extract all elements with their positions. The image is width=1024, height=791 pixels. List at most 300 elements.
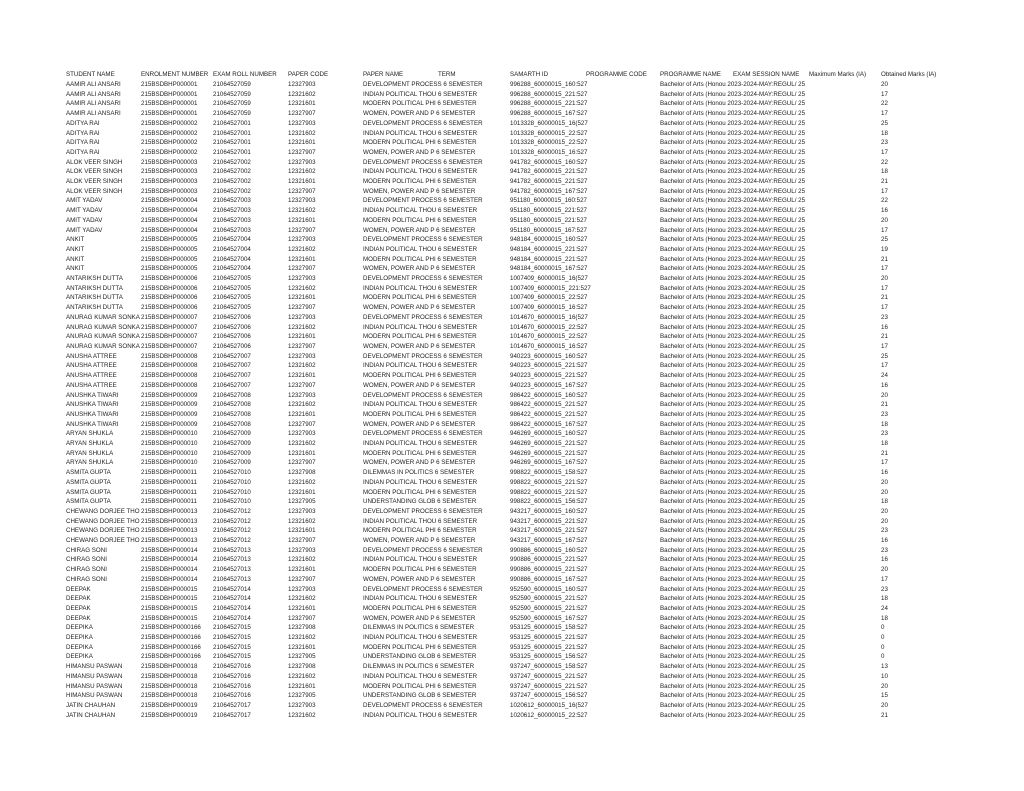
cell-exam-roll-number: 21064527016 (213, 692, 251, 700)
header-paper-code: PAPER CODE (288, 71, 329, 78)
table-row (66, 206, 966, 216)
cell-programme-name: Bachelor of Arts (Honou 2023-2024-MAY:REGUL/ 25 (660, 595, 806, 603)
cell-max-marks (809, 468, 881, 478)
cell-exam-roll-number: 21064527006 (213, 313, 251, 321)
cell-samarth-id: 1013328_60000015_22:527 (510, 129, 588, 137)
cell-obtained-marks: 16 (881, 469, 888, 477)
cell-samarth-id: 940223_60000015_221:527 (510, 372, 588, 380)
cell-samarth-id: 986422_60000015_160:527 (510, 391, 588, 399)
table-row (66, 80, 966, 90)
cell-obtained-marks: 18 (881, 168, 888, 176)
cell-samarth-id: 996288_60000015_167:527 (510, 110, 588, 118)
cell-max-marks (809, 691, 881, 701)
table-row (66, 497, 966, 507)
cell-programme-code (586, 264, 660, 274)
cell-samarth-id: 948184_60000015_221:527 (510, 255, 588, 263)
cell-obtained-marks: 20 (881, 216, 888, 224)
cell-max-marks (809, 429, 881, 439)
cell-paper-code: 12321602 (288, 207, 316, 215)
cell-exam-roll-number: 21064527059 (213, 100, 251, 108)
cell-exam-roll-number: 21064527004 (213, 265, 251, 273)
cell-programme-name: Bachelor of Arts (Honou 2023-2024-MAY:REGUL/ 25 (660, 643, 806, 651)
cell-paper-code: 12321601 (288, 488, 316, 496)
cell-obtained-marks: 20 (881, 507, 888, 515)
cell-paper-name: DEVELOPMENT PROCESS 6 SEMESTER (363, 275, 483, 283)
cell-paper-code: 12327903 (288, 119, 316, 127)
cell-paper-code: 12327903 (288, 507, 316, 515)
cell-exam-roll-number: 21064527007 (213, 362, 251, 370)
cell-programme-name: Bachelor of Arts (Honou 2023-2024-MAY:REGUL/ 25 (660, 216, 806, 224)
cell-max-marks (809, 255, 881, 265)
cell-max-marks (809, 167, 881, 177)
cell-programme-name: Bachelor of Arts (Honou 2023-2024-MAY:REGUL/ 25 (660, 226, 806, 234)
cell-paper-code: 12327903 (288, 197, 316, 205)
cell-exam-roll-number: 21064527014 (213, 595, 251, 603)
header-programme-code: PROGRAMME CODE (586, 71, 647, 78)
cell-programme-code (586, 711, 660, 721)
cell-paper-code: 12321601 (288, 216, 316, 224)
cell-samarth-id: 1007409_60000015_221:527 (510, 284, 591, 292)
cell-programme-name: Bachelor of Arts (Honou 2023-2024-MAY:REGUL/ 25 (660, 517, 806, 525)
table-row (66, 536, 966, 546)
cell-enrolment-number: 215BSDBHP000011 (141, 478, 197, 486)
cell-programme-name: Bachelor of Arts (Honou 2023-2024-MAY:REGUL/ 25 (660, 265, 806, 273)
cell-enrolment-number: 215BSDBHP000010 (141, 430, 198, 438)
cell-programme-name: Bachelor of Arts (Honou 2023-2024-MAY:REGUL/ 25 (660, 178, 806, 186)
cell-max-marks (809, 226, 881, 236)
cell-programme-code (586, 323, 660, 333)
cell-student-name: AAMIR ALI ANSARI (66, 100, 121, 108)
cell-samarth-id: 1007409_60000015_16:527 (510, 304, 588, 312)
cell-paper-code: 12327903 (288, 275, 316, 283)
cell-paper-name: WOMEN, POWER AND P 6 SEMESTER (363, 614, 476, 622)
cell-samarth-id: 1013328_60000015_22:527 (510, 139, 588, 147)
table-row (66, 429, 966, 439)
cell-student-name: ANUSHA ATTREE (66, 362, 117, 370)
cell-exam-roll-number: 21064527007 (213, 372, 251, 380)
cell-enrolment-number: 215BSDBHP000002 (141, 129, 198, 137)
cell-student-name: ADITYA RAI (66, 119, 100, 127)
cell-student-name: DEEPIKA (66, 643, 93, 651)
cell-programme-name: Bachelor of Arts (Honou 2023-2024-MAY:REGUL/ 25 (660, 507, 806, 515)
cell-student-name: CHEWANG DORJEE THO (66, 507, 140, 515)
cell-obtained-marks: 23 (881, 139, 888, 147)
cell-obtained-marks: 21 (881, 333, 888, 341)
cell-enrolment-number: 215BSDBHP0000166 (141, 653, 201, 661)
marks-table (66, 70, 966, 720)
cell-samarth-id: 998822_60000015_158:527 (510, 469, 588, 477)
table-row (66, 614, 966, 624)
cell-paper-name: UNDERSTANDING GLOB 6 SEMESTER (363, 653, 477, 661)
cell-programme-name: Bachelor of Arts (Honou 2023-2024-MAY:REGUL/ 25 (660, 614, 806, 622)
cell-exam-roll-number: 21064527015 (213, 634, 251, 642)
cell-programme-name: Bachelor of Arts (Honou 2023-2024-MAY:REGUL/ 25 (660, 440, 806, 448)
cell-student-name: CHEWANG DORJEE THO (66, 517, 140, 525)
cell-paper-code: 12327907 (288, 381, 316, 389)
cell-exam-roll-number: 21064527059 (213, 110, 251, 118)
cell-student-name: AAMIR ALI ANSARI (66, 81, 121, 88)
cell-student-name: ADITYA RAI (66, 148, 100, 156)
cell-obtained-marks: 13 (881, 663, 888, 671)
cell-max-marks (809, 99, 881, 109)
cell-obtained-marks: 18 (881, 614, 888, 622)
cell-paper-name: MODERN POLITICAL PHI 6 SEMESTER (363, 410, 477, 418)
cell-obtained-marks: 21 (881, 449, 888, 457)
table-row (66, 711, 966, 721)
cell-programme-code (586, 526, 660, 536)
cell-programme-name: Bachelor of Arts (Honou 2023-2024-MAY:REGUL/ 25 (660, 236, 806, 244)
cell-student-name: ANKIT (66, 255, 85, 263)
cell-programme-name: Bachelor of Arts (Honou 2023-2024-MAY:REGUL/ 25 (660, 333, 806, 341)
cell-paper-name: DEVELOPMENT PROCESS 6 SEMESTER (363, 197, 483, 205)
cell-max-marks (809, 585, 881, 595)
cell-programme-code (586, 187, 660, 197)
table-row (66, 342, 966, 352)
cell-max-marks (809, 643, 881, 653)
cell-programme-name: Bachelor of Arts (Honou 2023-2024-MAY:REGUL/ 25 (660, 139, 806, 147)
cell-obtained-marks: 20 (881, 517, 888, 525)
cell-programme-code (586, 546, 660, 556)
cell-student-name: ARYAN SHUKLA (66, 440, 114, 448)
cell-paper-name: MODERN POLITICAL PHI 6 SEMESTER (363, 566, 477, 574)
cell-programme-code (586, 691, 660, 701)
cell-programme-name: Bachelor of Arts (Honou 2023-2024-MAY:REGUL/ 25 (660, 711, 806, 719)
cell-enrolment-number: 215BSDBHP000005 (141, 265, 198, 273)
cell-paper-name: INDIAN POLITICAL THOU 6 SEMESTER (363, 207, 478, 215)
cell-student-name: ANUSHA ATTREE (66, 352, 117, 360)
cell-samarth-id: 951180_60000015_221:527 (510, 207, 587, 215)
table-row (66, 701, 966, 711)
table-row (66, 526, 966, 536)
cell-max-marks (809, 80, 881, 90)
cell-samarth-id: 1013328_60000015_16:527 (510, 148, 588, 156)
cell-programme-code (586, 119, 660, 129)
cell-obtained-marks: 20 (881, 682, 888, 690)
cell-programme-code (586, 643, 660, 653)
cell-obtained-marks: 0 (881, 624, 885, 632)
cell-paper-name: INDIAN POLITICAL THOU 6 SEMESTER (363, 90, 478, 98)
cell-enrolment-number: 215BSDBHP000007 (141, 342, 198, 350)
cell-exam-roll-number: 21064527016 (213, 663, 251, 671)
cell-programme-code (586, 488, 660, 498)
cell-paper-code: 12327907 (288, 459, 316, 467)
cell-enrolment-number: 215BSDBHP000006 (141, 275, 198, 283)
table-row (66, 313, 966, 323)
table-row (66, 604, 966, 614)
table-row (66, 420, 966, 430)
cell-enrolment-number: 215BSDBHP000005 (141, 236, 198, 244)
cell-obtained-marks: 16 (881, 381, 888, 389)
table-row (66, 245, 966, 255)
cell-enrolment-number: 215BSDBHP000019 (141, 702, 198, 709)
table-row (66, 177, 966, 187)
cell-exam-roll-number: 21064527007 (213, 381, 251, 389)
cell-obtained-marks: 22 (881, 158, 888, 166)
cell-samarth-id: 986422_60000015_167:527 (510, 420, 588, 428)
cell-programme-name: Bachelor of Arts (Honou 2023-2024-MAY:REGUL/ 25 (660, 449, 806, 457)
cell-paper-name: INDIAN POLITICAL THOU 6 SEMESTER (363, 517, 478, 525)
cell-max-marks (809, 187, 881, 197)
cell-obtained-marks: 20 (881, 81, 888, 88)
cell-programme-code (586, 245, 660, 255)
cell-obtained-marks: 18 (881, 595, 888, 603)
cell-student-name: ASMITA GUPTA (66, 469, 111, 477)
cell-obtained-marks: 24 (881, 604, 888, 612)
header-obtained-marks: Obtained Marks (IA) (881, 71, 937, 78)
cell-enrolment-number: 215BSDBHP000004 (141, 216, 198, 224)
cell-programme-name: Bachelor of Arts (Honou 2023-2024-MAY:REGUL/ 25 (660, 585, 806, 593)
cell-enrolment-number: 215BSDBHP000011 (141, 469, 197, 477)
table-row (66, 148, 966, 158)
cell-enrolment-number: 215BSDBHP000009 (141, 391, 198, 399)
cell-exam-roll-number: 21064527009 (213, 430, 251, 438)
cell-exam-roll-number: 21064527016 (213, 682, 251, 690)
cell-paper-code: 12327907 (288, 575, 316, 583)
cell-paper-name: DEVELOPMENT PROCESS 6 SEMESTER (363, 158, 483, 166)
cell-obtained-marks: 17 (881, 187, 888, 195)
cell-programme-code (586, 575, 660, 585)
cell-samarth-id: 1007409_60000015_22:527 (510, 294, 588, 302)
cell-paper-name: MODERN POLITICAL PHI 6 SEMESTER (363, 372, 477, 380)
cell-exam-roll-number: 21064527012 (213, 527, 251, 535)
cell-paper-name: INDIAN POLITICAL THOU 6 SEMESTER (363, 362, 478, 370)
cell-obtained-marks: 21 (881, 178, 888, 186)
cell-paper-code: 12327908 (288, 469, 316, 477)
cell-max-marks (809, 497, 881, 507)
cell-samarth-id: 946269_60000015_221:527 (510, 449, 588, 457)
cell-paper-name: MODERN POLITICAL PHI 6 SEMESTER (363, 449, 477, 457)
table-row (66, 303, 966, 313)
cell-student-name: ANTARIKSH DUTTA (66, 294, 123, 302)
cell-enrolment-number: 215BSDBHP000014 (141, 546, 198, 554)
cell-student-name: ALOK VEER SINGH (66, 158, 123, 166)
table-row (66, 284, 966, 294)
cell-programme-code (586, 478, 660, 488)
table-row (66, 594, 966, 604)
header-paper-name: PAPER NAME (363, 71, 404, 78)
table-row (66, 293, 966, 303)
cell-programme-name: Bachelor of Arts (Honou 2023-2024-MAY:REGUL/ 25 (660, 197, 806, 205)
table-row (66, 585, 966, 595)
cell-max-marks (809, 420, 881, 430)
cell-max-marks (809, 604, 881, 614)
cell-programme-code (586, 99, 660, 109)
cell-programme-code (586, 604, 660, 614)
cell-paper-name: INDIAN POLITICAL THOU 6 SEMESTER (363, 440, 478, 448)
cell-student-name: CHIRAG SONI (66, 575, 107, 583)
cell-programme-code (586, 196, 660, 206)
cell-programme-code (586, 449, 660, 459)
cell-programme-name: Bachelor of Arts (Honou 2023-2024-MAY:REGUL/ 25 (660, 469, 806, 477)
cell-enrolment-number: 215BSDBHP000013 (141, 517, 198, 525)
cell-student-name: CHIRAG SONI (66, 556, 107, 564)
cell-paper-code: 12327907 (288, 265, 316, 273)
cell-samarth-id: 1014670_60000015_16:527 (510, 342, 588, 350)
cell-samarth-id: 1013328_60000015_16(527 (510, 119, 588, 127)
cell-max-marks (809, 701, 881, 711)
cell-programme-name: Bachelor of Arts (Honou 2023-2024-MAY:REGUL/ 25 (660, 537, 806, 545)
cell-enrolment-number: 215BSDBHP000005 (141, 255, 198, 263)
cell-student-name: ADITYA RAI (66, 129, 100, 137)
cell-exam-roll-number: 21064527005 (213, 294, 251, 302)
cell-samarth-id: 990886_60000015_221:527 (510, 566, 588, 574)
cell-exam-roll-number: 21064527002 (213, 168, 251, 176)
table-row (66, 439, 966, 449)
cell-enrolment-number: 215BSDBHP000009 (141, 420, 198, 428)
table-row (66, 235, 966, 245)
cell-samarth-id: 937247_60000015_158:527 (510, 663, 588, 671)
cell-programme-code (586, 274, 660, 284)
cell-max-marks (809, 614, 881, 624)
header-enrolment-number: ENROLMENT NUMBER (141, 71, 209, 78)
table-row (66, 662, 966, 672)
cell-programme-name: Bachelor of Arts (Honou 2023-2024-MAY:REGUL/ 25 (660, 672, 806, 680)
cell-enrolment-number: 215BSDBHP000002 (141, 139, 198, 147)
cell-paper-code: 12321602 (288, 129, 316, 137)
cell-exam-roll-number: 21064527002 (213, 178, 251, 186)
table-row (66, 488, 966, 498)
cell-obtained-marks: 17 (881, 265, 888, 273)
cell-paper-code: 12327907 (288, 420, 316, 428)
cell-paper-code: 12327907 (288, 226, 316, 234)
cell-student-name: ALOK VEER SINGH (66, 168, 123, 176)
table-row (66, 458, 966, 468)
cell-exam-roll-number: 21064527001 (213, 129, 251, 137)
cell-obtained-marks: 17 (881, 575, 888, 583)
cell-programme-name: Bachelor of Arts (Honou 2023-2024-MAY:REGUL/ 25 (660, 391, 806, 399)
cell-max-marks (809, 633, 881, 643)
cell-obtained-marks: 18 (881, 420, 888, 428)
cell-max-marks (809, 293, 881, 303)
cell-enrolment-number: 215BSDBHP000014 (141, 575, 198, 583)
cell-programme-name: Bachelor of Arts (Honou 2023-2024-MAY:REGUL/ 25 (660, 478, 806, 486)
cell-programme-name: Bachelor of Arts (Honou 2023-2024-MAY:REGUL/ 25 (660, 430, 806, 438)
cell-samarth-id: 951180_60000015_221:527 (510, 216, 587, 224)
cell-samarth-id: 941782_60000015_221:527 (510, 168, 588, 176)
cell-paper-code: 12321601 (288, 449, 316, 457)
table-row (66, 274, 966, 284)
cell-paper-name: MODERN POLITICAL PHI 6 SEMESTER (363, 178, 477, 186)
cell-enrolment-number: 215BSDBHP000015 (141, 585, 198, 593)
cell-max-marks (809, 565, 881, 575)
table-row (66, 332, 966, 342)
cell-max-marks (809, 371, 881, 381)
cell-paper-code: 12321602 (288, 595, 316, 603)
cell-paper-code: 12327903 (288, 352, 316, 360)
cell-enrolment-number: 215BSDBHP000013 (141, 507, 198, 515)
cell-enrolment-number: 215BSDBHP000001 (141, 90, 198, 98)
cell-enrolment-number: 215BSDBHP000004 (141, 226, 198, 234)
cell-obtained-marks: 16 (881, 537, 888, 545)
cell-obtained-marks: 23 (881, 313, 888, 321)
cell-obtained-marks: 21 (881, 255, 888, 263)
cell-exam-roll-number: 21064527009 (213, 440, 251, 448)
cell-programme-code (586, 400, 660, 410)
cell-student-name: ANUSHKA TIWARI (66, 391, 119, 399)
cell-programme-name: Bachelor of Arts (Honou 2023-2024-MAY:REGUL/ 25 (660, 527, 806, 535)
cell-max-marks (809, 352, 881, 362)
cell-max-marks (809, 517, 881, 527)
cell-paper-code: 12327903 (288, 391, 316, 399)
cell-max-marks (809, 594, 881, 604)
cell-max-marks (809, 177, 881, 187)
cell-paper-code: 12321601 (288, 604, 316, 612)
cell-programme-name: Bachelor of Arts (Honou 2023-2024-MAY:REGUL/ 25 (660, 410, 806, 418)
cell-paper-name: INDIAN POLITICAL THOU 6 SEMESTER (363, 672, 478, 680)
cell-max-marks (809, 400, 881, 410)
cell-enrolment-number: 215BSDBHP000018 (141, 663, 198, 671)
cell-enrolment-number: 215BSDBHP0000166 (141, 643, 201, 651)
cell-paper-name: WOMEN, POWER AND P 6 SEMESTER (363, 265, 476, 273)
cell-programme-code (586, 284, 660, 294)
cell-programme-name: Bachelor of Arts (Honou 2023-2024-MAY:REGUL/ 25 (660, 381, 806, 389)
cell-programme-name: Bachelor of Arts (Honou 2023-2024-MAY:REGUL/ 25 (660, 187, 806, 195)
cell-samarth-id: 940223_60000015_160:527 (510, 352, 588, 360)
cell-exam-roll-number: 21064527009 (213, 459, 251, 467)
cell-max-marks (809, 332, 881, 342)
cell-exam-roll-number: 21064527015 (213, 624, 251, 632)
table-row (66, 633, 966, 643)
cell-programme-name: Bachelor of Arts (Honou 2023-2024-MAY:REGUL/ 25 (660, 362, 806, 370)
cell-programme-code (586, 594, 660, 604)
cell-obtained-marks: 18 (881, 498, 888, 506)
cell-max-marks (809, 391, 881, 401)
cell-obtained-marks: 19 (881, 245, 888, 253)
cell-exam-roll-number: 21064527008 (213, 420, 251, 428)
cell-paper-code: 12327907 (288, 537, 316, 545)
cell-paper-name: DEVELOPMENT PROCESS 6 SEMESTER (363, 546, 483, 554)
cell-samarth-id: 952590_60000015_167:527 (510, 614, 588, 622)
cell-programme-code (586, 226, 660, 236)
cell-programme-code (586, 255, 660, 265)
cell-enrolment-number: 215BSDBHP000018 (141, 682, 198, 690)
cell-student-name: DEEPAK (66, 595, 91, 603)
cell-student-name: AMIT YADAV (66, 216, 103, 224)
cell-enrolment-number: 215BSDBHP000006 (141, 284, 198, 292)
cell-programme-name: Bachelor of Arts (Honou 2023-2024-MAY:REGUL/ 25 (660, 624, 806, 632)
cell-exam-roll-number: 21064527006 (213, 333, 251, 341)
cell-max-marks (809, 381, 881, 391)
cell-paper-code: 12321602 (288, 362, 316, 370)
cell-enrolment-number: 215BSDBHP000008 (141, 352, 198, 360)
cell-max-marks (809, 478, 881, 488)
cell-samarth-id: 1020612_60000015_22:527 (510, 711, 588, 719)
cell-max-marks (809, 439, 881, 449)
table-row (66, 565, 966, 575)
cell-exam-roll-number: 21064527010 (213, 469, 251, 477)
cell-student-name: AAMIR ALI ANSARI (66, 90, 121, 98)
cell-exam-roll-number: 21064527008 (213, 391, 251, 399)
cell-paper-name: DEVELOPMENT PROCESS 6 SEMESTER (363, 81, 483, 88)
cell-programme-name: Bachelor of Arts (Honou 2023-2024-MAY:REGUL/ 25 (660, 294, 806, 302)
cell-student-name: ANUSHA ATTREE (66, 372, 117, 380)
cell-paper-code: 12321602 (288, 245, 316, 253)
cell-obtained-marks: 20 (881, 488, 888, 496)
table-row (66, 167, 966, 177)
cell-samarth-id: 937247_60000015_156:527 (510, 692, 588, 700)
cell-exam-roll-number: 21064527010 (213, 488, 251, 496)
cell-obtained-marks: 21 (881, 294, 888, 302)
cell-samarth-id: 937247_60000015_221:527 (510, 682, 588, 690)
table-row (66, 517, 966, 527)
cell-obtained-marks: 20 (881, 391, 888, 399)
cell-samarth-id: 946269_60000015_167:527 (510, 459, 588, 467)
cell-enrolment-number: 215BSDBHP000009 (141, 410, 198, 418)
cell-samarth-id: 948184_60000015_167:527 (510, 265, 588, 273)
cell-exam-roll-number: 21064527001 (213, 148, 251, 156)
cell-paper-name: WOMEN, POWER AND P 6 SEMESTER (363, 537, 476, 545)
cell-paper-name: WOMEN, POWER AND P 6 SEMESTER (363, 459, 476, 467)
